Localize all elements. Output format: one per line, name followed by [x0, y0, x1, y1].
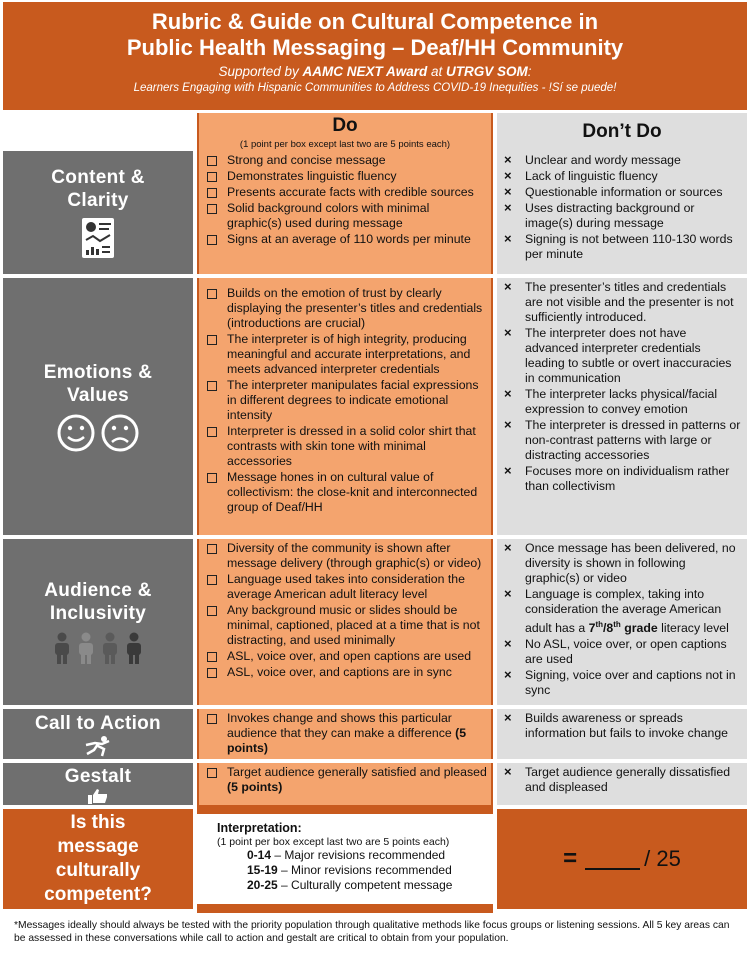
footnote: *Messages ideally should always be tested with the priority population through qualitative methods like focus groups or listening sessions. All 5 key areas can be assessed in these conversations while call to action and gestalt are critical to obtain from your population.: [14, 920, 730, 944]
checkbox-item[interactable]: Invokes change and shows this particular audience that they can make a difference (5 points): [205, 711, 487, 756]
category-label: Emotions &: [43, 361, 153, 383]
document-chart-icon: [80, 216, 116, 260]
category-label: Values: [66, 384, 129, 406]
checkbox-item[interactable]: Interpreter is dressed in a solid color shirt that contrasts with skin tone with minimal accessories: [205, 424, 487, 469]
dont-list: [497, 709, 747, 741]
do-cell-content-clarity: [197, 151, 493, 274]
dont-item: × Signing, voice over and captions not in sync: [503, 668, 743, 698]
checkbox-item[interactable]: Strong and concise message: [205, 153, 487, 168]
do-cell-gestalt: [197, 763, 493, 805]
dont-title: Don’t Do: [582, 121, 662, 142]
score-box: [497, 809, 747, 909]
dont-item: × Unclear and wordy message: [503, 153, 743, 168]
do-note: (1 point per box except last two are 5 points each): [239, 139, 451, 150]
question-line: message: [57, 836, 139, 857]
dont-cell-call-to-action: [497, 709, 747, 759]
group-of-people-icon: [50, 631, 146, 665]
do-cell-emotions-values: [197, 278, 493, 535]
score-range-row: 20-25 – Culturally competent message: [247, 878, 453, 892]
do-list: [199, 539, 491, 680]
interpretation-note: (1 point per box except last two are 5 points each): [217, 836, 450, 848]
checkbox-item[interactable]: Demonstrates linguistic fluency: [205, 169, 487, 184]
thumbs-up-icon: [87, 788, 109, 804]
category-audience-inclusivity: [3, 539, 193, 705]
category-call-to-action: [3, 709, 193, 759]
do-cell-call-to-action: [197, 709, 493, 759]
checkbox-item[interactable]: The interpreter is of high integrity, producing meaningful and accurate interpretations, and meets advanced interpreter credentials: [205, 332, 487, 377]
dont-list: [497, 151, 747, 262]
dont-cell-emotions-values: [497, 278, 747, 535]
do-cell-audience-inclusivity: [197, 539, 493, 705]
dont-list: [497, 539, 747, 698]
interpretation-title: Interpretation:: [217, 821, 302, 835]
dont-cell-gestalt: [497, 763, 747, 805]
checkbox-item[interactable]: The interpreter manipulates facial expressions in different degrees to indicate emotional intensity: [205, 378, 487, 423]
competence-question: [3, 809, 193, 909]
checkbox-item[interactable]: Presents accurate facts with credible sources: [205, 185, 487, 200]
category-label: Gestalt: [64, 765, 132, 787]
score-range-row: 0-14 – Major revisions recommended: [247, 848, 446, 862]
dont-item: × The interpreter does not have advanced interpreter credentials leading to subtle or overt inaccuracies in communication: [503, 326, 743, 386]
checkbox-item[interactable]: Builds on the emotion of trust by clearly displaying the presenter’s titles and credentials (introductions are crucial): [205, 286, 487, 331]
support-line: Supported by AAMC NEXT Award at UTRGV SOM:: [218, 64, 532, 79]
do-title: Do: [332, 115, 358, 136]
dont-item: × The presenter’s titles and credentials are not visible and the presenter is not sufficiently introduced.: [503, 280, 743, 325]
category-emotions-values: [3, 278, 193, 535]
dont-list: [497, 763, 747, 795]
subtitle: Learners Engaging with Hispanic Communities to Address COVID-19 Inequities - !Sí se puede!: [133, 82, 617, 94]
dont-item: × Questionable information or sources: [503, 185, 743, 200]
checkbox-item[interactable]: Signs at an average of 110 words per minute: [205, 232, 487, 247]
score-blank-field[interactable]: [585, 848, 640, 870]
checkbox-item[interactable]: Message hones in on cultural value of collectivism: the close-knit and interconnected group of Deaf/HH: [205, 470, 487, 515]
do-list: [199, 151, 491, 247]
title-line-1: Rubric & Guide on Cultural Competence in: [151, 9, 599, 34]
category-label: Call to Action: [35, 712, 161, 734]
dont-column-header: [497, 113, 747, 151]
dont-item: × Target audience generally dissatisfied and displeased: [503, 765, 743, 795]
do-list: [199, 709, 491, 756]
title-line-2: Public Health Messaging – Deaf/HH Community: [126, 35, 624, 60]
dont-item: × Language is complex, taking into consideration the average American adult has a 7th/8th grade literacy level: [503, 587, 743, 636]
dont-item: × Lack of linguistic fluency: [503, 169, 743, 184]
dont-item: × The interpreter lacks physical/facial expression to convey emotion: [503, 387, 743, 417]
checkbox-item[interactable]: Target audience generally satisfied and pleased (5 points): [205, 765, 487, 795]
dont-item: × No ASL, voice over, or open captions are used: [503, 637, 743, 667]
equals-sign: =: [563, 845, 578, 872]
dont-item: × The interpreter is dressed in patterns or non-contrast patterns with large or distracting accessories: [503, 418, 743, 463]
interpretation-box: [197, 805, 493, 913]
dont-cell-audience-inclusivity: [497, 539, 747, 705]
running-figure-icon: [82, 735, 114, 757]
category-label: Inclusivity: [49, 603, 147, 624]
do-list: [199, 278, 491, 515]
category-label: Clarity: [67, 189, 129, 211]
checkbox-item[interactable]: Any background music or slides should be minimal, captioned, placed at a time that is not distracting, and used minimally: [205, 603, 487, 648]
dont-item: × Focuses more on individualism rather than collectivism: [503, 464, 743, 494]
do-list: [199, 763, 491, 795]
dont-item: × Builds awareness or spreads information but fails to invoke change: [503, 711, 743, 741]
do-column-header: [197, 113, 493, 151]
dont-list: [497, 278, 747, 494]
score-range-row: 15-19 – Minor revisions recommended: [247, 863, 452, 877]
dont-cell-content-clarity: [497, 151, 747, 274]
question-line: culturally: [55, 860, 141, 881]
category-label: Audience &: [44, 580, 152, 601]
dont-item: × Uses distracting background or image(s) during message: [503, 201, 743, 231]
happy-sad-faces-icon: [56, 413, 140, 453]
question-line: competent?: [44, 884, 152, 905]
question-line: Is this: [70, 812, 126, 833]
checkbox-item[interactable]: ASL, voice over, and open captions are used: [205, 649, 487, 664]
dont-item: × Signing is not between 110-130 words per minute: [503, 232, 743, 262]
header-banner: [3, 2, 747, 110]
checkbox-item[interactable]: Solid background colors with minimal graphic(s) used during message: [205, 201, 487, 231]
score-total: / 25: [644, 846, 681, 871]
checkbox-item[interactable]: ASL, voice over, and captions are in sync: [205, 665, 487, 680]
category-label: Content &: [51, 166, 145, 188]
dont-item: × Once message has been delivered, no diversity is shown in following graphic(s) or video: [503, 541, 743, 586]
category-content-clarity: [3, 151, 193, 274]
checkbox-item[interactable]: Diversity of the community is shown after message delivery (through graphic(s) or video): [205, 541, 487, 571]
checkbox-item[interactable]: Language used takes into consideration the average American adult literacy level: [205, 572, 487, 602]
category-gestalt: [3, 763, 193, 805]
